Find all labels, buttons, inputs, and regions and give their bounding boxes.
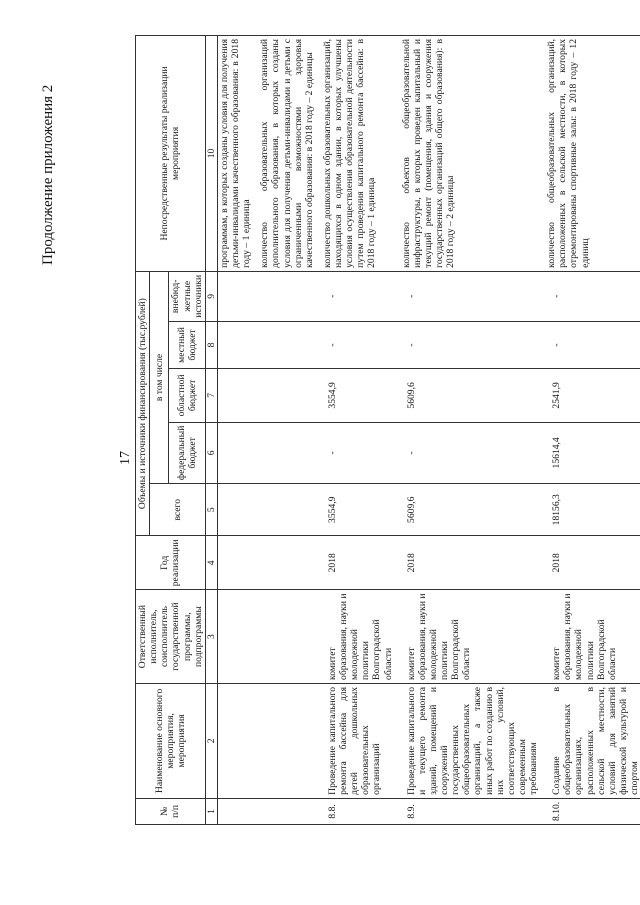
row-number: 8.9. (400, 798, 546, 824)
table-row (258, 36, 321, 825)
row-federal: - (400, 422, 546, 484)
row-extrabudget (217, 271, 258, 321)
row-federal: 15614,4 (545, 422, 640, 484)
row-regional: 3554,9 (321, 369, 400, 422)
row-extrabudget: - (545, 271, 640, 321)
table-body (217, 36, 640, 825)
col-number: 10 (205, 36, 217, 272)
row-regional (258, 369, 321, 422)
row-responsible: комитет образования, науки и молодежной политики Волгоградской области (400, 590, 546, 684)
row-local (217, 321, 258, 368)
row-year (217, 536, 258, 590)
header-including: в том числе (150, 271, 169, 483)
row-local: - (545, 321, 640, 368)
row-regional: 2541,9 (545, 369, 640, 422)
col-number: 1 (205, 798, 217, 824)
row-result: количество образовательных организаций дополнительного образования, в которых созданы условия для получения детьми-инвалидами и детьми с ограниченными возможностями здоровья качественного образования: в 2018 году – 2 единицы (258, 36, 321, 272)
row-extrabudget: - (321, 271, 400, 321)
appendix-label: Продолжение приложения 2 (40, 84, 56, 265)
row-federal (217, 422, 258, 484)
col-number: 8 (205, 321, 217, 368)
header-total: всего (150, 484, 206, 536)
table-row (400, 36, 546, 825)
row-year (258, 536, 321, 590)
table-row (545, 36, 640, 825)
row-extrabudget (258, 271, 321, 321)
row-local: - (321, 321, 400, 368)
col-number: 4 (205, 536, 217, 590)
row-name: Создание в общеобразовательных организациях, расположенных в сельской местности, условий для занятий физической культурой и спортом (545, 683, 640, 798)
header-results: Непосредственные результаты реализации мероприятия (136, 36, 206, 272)
row-name: Проведение капитального и текущего ремонта зданий, помещений и сооружений государственных общеобразовательных организаций, а также иных работ по созданию в них условий, соответствующих современным требованиям (400, 683, 546, 798)
col-number: 9 (205, 271, 217, 321)
row-number (217, 798, 258, 824)
row-year: 2018 (400, 536, 546, 590)
row-year: 2018 (545, 536, 640, 590)
header-responsible: Ответственный исполнитель, соисполнитель государственной программы, подпрограммы (136, 590, 206, 684)
row-responsible: комитет образования, науки и молодежной политики Волгоградской области (545, 590, 640, 684)
col-number: 7 (205, 369, 217, 422)
col-number: 6 (205, 422, 217, 484)
row-total (258, 484, 321, 536)
row-number (258, 798, 321, 824)
header-federal: федеральный бюджет (169, 422, 205, 484)
row-number: 8.8. (321, 798, 400, 824)
row-total: 5609,6 (400, 484, 546, 536)
row-responsible: комитет образования, науки и молодежной политики Волгоградской области (321, 590, 400, 684)
row-federal (258, 422, 321, 484)
row-name (258, 683, 321, 798)
row-name: Проведение капитального ремонта бассейна для детей дошкольных образовательных организаций (321, 683, 400, 798)
col-number: 3 (205, 590, 217, 684)
header-extrabudget: внебюд-жетные источники (169, 271, 205, 321)
header-no: № п/п (136, 798, 206, 824)
header-local: местный бюджет (169, 321, 205, 368)
row-extrabudget: - (400, 271, 546, 321)
row-year: 2018 (321, 536, 400, 590)
row-responsible (258, 590, 321, 684)
row-total (217, 484, 258, 536)
header-name: Наименование основного мероприятия, мероприятия (136, 683, 206, 798)
row-result: количество дошкольных образовательных организаций, находящихся в одном здании, в которых улучшены условия осуществления образовательной деятельности путем проведения капитального ремонта бассейна: в 2018 году – 1 единица (321, 36, 400, 272)
column-number-row (205, 36, 217, 825)
row-total: 18156,3 (545, 484, 640, 536)
row-regional (217, 369, 258, 422)
row-regional: 5609,6 (400, 369, 546, 422)
page-number: 17 (118, 451, 133, 465)
program-table (135, 35, 640, 825)
row-result: количество общеобразовательных организаций, расположенных в сельской местности, в которых отремонтированы спортивные залы: в 2018 году – 12 единиц (545, 36, 640, 272)
row-result: программам, в которых созданы условия для получения детьми-инвалидами качественного образования: в 2018 году – 1 единица (217, 36, 258, 272)
row-local (258, 321, 321, 368)
table-row (321, 36, 400, 825)
header-year: Год реализации (136, 536, 206, 590)
col-number: 2 (205, 683, 217, 798)
row-federal: - (321, 422, 400, 484)
row-name (217, 683, 258, 798)
row-responsible (217, 590, 258, 684)
col-number: 5 (205, 484, 217, 536)
row-number: 8.10. (545, 798, 640, 824)
row-result: количество объектов общеобразовательной инфраструктуры, в которых проведен капитальный и текущий ремонт (помещения, здания и сооружения государственных организаций общего образования): в 2018 году – 2 единицы (400, 36, 546, 272)
header-regional: областной бюджет (169, 369, 205, 422)
row-total: 3554,9 (321, 484, 400, 536)
header-financing: Объемы и источники финансирования (тыс.рублей) (136, 271, 150, 536)
table-row (217, 36, 258, 825)
row-local: - (400, 321, 546, 368)
